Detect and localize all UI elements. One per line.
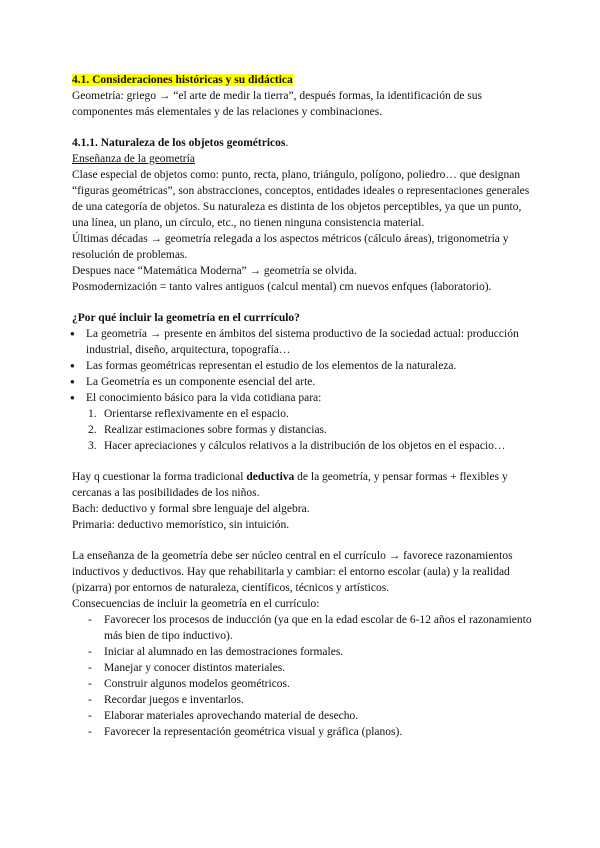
list-item: ● La geometría → presente en ámbitos del sistema productivo de la sociedad actual: producción industrial, diseño, arquitectura, topografía…	[72, 326, 532, 358]
section-title: 4.1. Consideraciones históricas y su didáctica	[72, 74, 293, 86]
section-heading	[72, 72, 532, 88]
list-item: 1. Orientarse reflexivamente en el espacio.	[88, 408, 289, 420]
paragraph-postmodern: Posmodernización = tanto valres antiguos (calcul mental) cm nuevos enfques (laboratorio).	[72, 281, 492, 293]
paragraph-modern: Despues nace “Matemática Moderna” → geometría se olvida.	[72, 265, 357, 277]
list-item: ● El conocimiento básico para la vida cotidiana para:	[72, 390, 532, 406]
paragraph-core: La enseñanza de la geometría debe ser núcleo central en el currículo → favorece razonamientos inductivos y deductivos. Hay que rehabilitarla y cambiar: el entorno escolar (aula) y la realidad (pizarra) por entornos de naturaleza, científicos, técnicos y artísticos.	[72, 550, 513, 594]
list-item: - Recordar juegos e inventarlos.	[72, 692, 532, 708]
consequences-title: Consecuencias de incluir la geometría en el currículo:	[72, 598, 320, 610]
list-item: - Manejar y conocer distintos materiales.	[72, 660, 532, 676]
paragraph-bach: Bach: deductivo y formal sbre lenguaje del algebra.	[72, 503, 310, 515]
subsection-title: 4.1.1. Naturaleza de los objetos geométricos	[72, 137, 286, 149]
list-item: 3. Hacer apreciaciones y cálculos relativos a la distribución de los objetos en el espacio…	[88, 440, 506, 452]
paragraph-primaria: Primaria: deductivo memorístico, sin intuición.	[72, 519, 290, 531]
list-item: - Construir algunos modelos geométricos.	[72, 676, 532, 692]
list-item: - Favorecer los procesos de inducción (ya que en la edad escolar de 6-12 años el razonamiento más bien de tipo inductivo).	[72, 612, 532, 644]
document-page	[72, 72, 532, 740]
list-item: 2. Realizar estimaciones sobre formas y distancias.	[88, 424, 327, 436]
consequences-list	[72, 612, 532, 740]
paragraph-decades: Últimas décadas → geometría relegada a los aspectos métricos (cálculo áreas), trigonometría y resolución de problemas.	[72, 233, 509, 261]
list-item: - Elaborar materiales aprovechando material de desecho.	[72, 708, 532, 724]
list-item: ● La Geometría es un componente esencial del arte.	[72, 374, 532, 390]
subsection-underline-label: Enseñanza de la geometría	[72, 153, 195, 165]
numbered-list	[88, 406, 532, 454]
subsection-heading: 4.1.1. Naturaleza de los objetos geométricos.	[72, 137, 289, 149]
list-item: ● Las formas geométricas representan el estudio de los elementos de la naturaleza.	[72, 358, 532, 374]
paragraph-objects: Clase especial de objetos como: punto, recta, plano, triángulo, polígono, poliedro… que designan “figuras geométricas”, son abstracciones, conceptos, entidades ideales o representaciones generales de una categoría de objetos. Su naturaleza es distinta de los objetos perceptibles, ya que un punto, una línea, un plano, un círculo, etc., no tienen ninguna consistencia material.	[72, 169, 530, 229]
list-item: - Favorecer la representación geométrica visual y gráfica (planos).	[72, 724, 532, 740]
why-bullet-list	[72, 326, 532, 406]
paragraph-question: Hay q cuestionar la forma tradicional deductiva de la geometría, y pensar formas + flexibles y cercanas a las posibilidades de los niños.	[72, 471, 508, 499]
section-intro: Geometría: griego → “el arte de medir la tierra”, después formas, la identificación de sus componentes más elementales y de las relaciones y combinaciones.	[72, 90, 483, 118]
why-heading: ¿Por qué incluir la geometría en el currrículo?	[72, 312, 300, 324]
list-item: - Iniciar al alumnado en las demostraciones formales.	[72, 644, 532, 660]
